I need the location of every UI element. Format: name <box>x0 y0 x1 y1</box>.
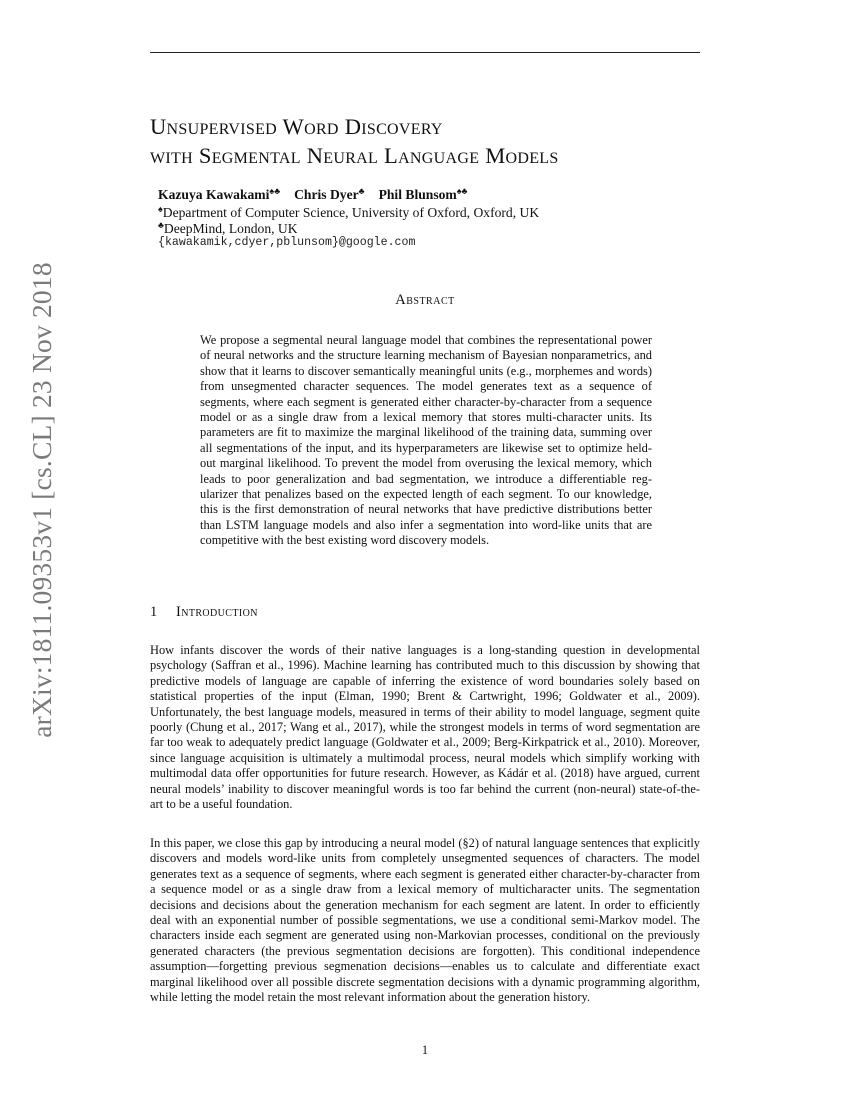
author-name: Chris Dyer <box>294 187 359 202</box>
affiliation-oxford <box>158 204 539 221</box>
author-name: Phil Blunsom <box>378 187 457 202</box>
section-heading-introduction <box>150 604 258 621</box>
affiliation-text: DeepMind, London, UK <box>163 221 298 236</box>
affiliation-mark: ♠ <box>158 204 163 214</box>
author-list <box>158 186 467 203</box>
page-number: 1 <box>421 1043 429 1057</box>
top-rule <box>150 52 700 53</box>
arxiv-identifier: arXiv:1811.09353v1 [cs.CL] 23 Nov 2018 <box>26 262 57 738</box>
section-number: 1 <box>150 604 158 620</box>
introduction-paragraph-2: In this paper, we close this gap by introducing a neural model (§2) of natural language sentences that explicitly discovers and models word-like units from completely unsegmented sequences of characters. The model generates text as a sequence of segments, where each segment is generated either character-by-character from a sequence model or as a single draw from a lexical memory of multicharacter units. The segmentation decisions and decisions about the generation mechanism for each segment are latent. In order to efficiently deal with an exponential number of possible segmentations, we use a conditional semi-Markov model. The characters inside each segment are generated using non-Markovian processes, conditional on the previously generated characters (the previous segmentation decisions are forgotten). This conditional independence assumption—forgetting previous segmenation decisions—enables us to calculate and differentiate exact marginal likelihood over all possible discrete segmentation decisions with a dynamic programming algorithm, while letting the model retain the most relevant information about the generation history. <box>150 836 700 1005</box>
author-affiliation-mark: ♣ <box>358 186 365 196</box>
affiliation-deepmind <box>158 220 298 237</box>
abstract-heading: Abstract <box>395 292 455 308</box>
author-affiliation-mark: ♠♣ <box>456 186 468 196</box>
author-name: Kazuya Kawakami <box>158 187 270 202</box>
introduction-paragraph-1: How infants discover the words of their native languages is a long-standing question in developmental psychology (Saffran et al., 1996). Machine learning has contributed much to this discussion by showing that predictive models of language are capable of inferring the existence of word boundaries solely based on statistical properties of the input (Elman, 1990; Brent & Cartwright, 1996; Goldwater et al., 2009). Unfortunately, the best language models, measured in terms of their ability to model language, segment quite poorly (Chung et al., 2017; Wang et al., 2017), while the strongest models in terms of word segmentation are far too weak to adequately predict language (Goldwater et al., 2009; Berg-Kirkpatrick et al., 2010). Moreover, since language acquisition is ultimately a multimodal process, neural models which simplify working with multimodal data offer opportunities for future research. However, as Kádár et al. (2018) have argued, current neural models’ inability to discover meaningful words is too far behind the current (non-neural) state-of-the-art to be a useful foundation. <box>150 643 700 812</box>
abstract-text: We propose a segmental neural language model that combines the representational power of neural networks and the structure learning mechanism of Bayesian nonparametrics, and show that it learns to discover semantically meaningful units (e.g., morphemes and words) from unsegmented character sequences. The model generates text as a sequence of segments, where each segment is generated either character-by-character from a sequence model or as a single draw from a lexical memory that stores multi-character units. Its parameters are fit to maximize the marginal likelihood of the training data, summing over all segmentations of the input, and its hyperparameters are likewise set to optimize held-out marginal likelihood. To prevent the model from overusing the lexical memory, which leads to poor generalization and bad segmentation, we introduce a differentiable regularizer that penalizes based on the expected length of each segment. To our knowledge, this is the first demonstration of neural networks that have predictive distributions better than LSTM language models and also infer a segmentation into word-like units that are competitive with the best existing word discovery models. <box>200 333 652 548</box>
affiliation-mark: ♣ <box>158 220 164 230</box>
title-line-1: Unsupervised Word Discovery <box>150 114 443 139</box>
author-email: {kawakamik,cdyer,pblunsom}@google.com <box>158 236 416 249</box>
title-line-2: with Segmental Neural Language Models <box>150 143 559 168</box>
author-affiliation-mark: ♠♣ <box>269 186 281 196</box>
section-title: Introduction <box>176 604 258 620</box>
paper-title <box>150 112 559 170</box>
affiliation-text: Department of Computer Science, University of Oxford, Oxford, UK <box>162 205 540 220</box>
